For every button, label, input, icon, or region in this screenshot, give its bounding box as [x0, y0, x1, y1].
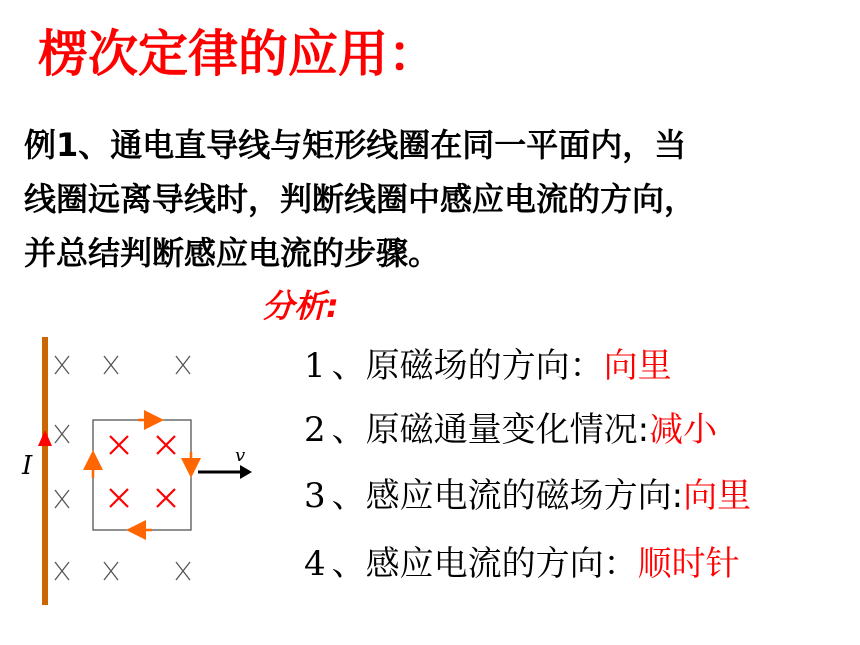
question-line-3: 并总结判断感应电流的步骤。 [24, 234, 441, 272]
step-3 [304, 474, 751, 518]
analysis-label: 分析: [262, 287, 339, 325]
step-1-answer: 向里 [603, 346, 672, 386]
step-3-number: 3 [304, 476, 326, 516]
velocity-arrow-icon [198, 465, 252, 479]
step-1-number: 1 [304, 346, 326, 386]
question-text [24, 118, 834, 280]
step-3-answer: 向里 [683, 476, 752, 516]
step-1-text: 、原磁场的方向： [331, 346, 604, 386]
step-2-answer: 减小 [649, 410, 718, 450]
wire-loop-diagram [0, 330, 280, 620]
current-label: I [22, 451, 33, 481]
step-3-text: 、感应电流的磁场方向: [331, 476, 684, 516]
step-4-text: 、感应电流的方向： [331, 544, 638, 584]
question-line-1: 例1、通电直导线与矩形线圈在同一平面内，当 [24, 126, 687, 164]
velocity-label: v [235, 445, 246, 466]
step-4 [304, 542, 740, 586]
straight-wire [42, 337, 48, 605]
rectangular-loop [93, 420, 191, 530]
page-title: 楞次定律的应用： [38, 25, 438, 83]
question-line-2: 线圈远离导线时，判断线圈中感应电流的方向， [24, 180, 697, 218]
step-2-text: 、原磁通量变化情况: [331, 410, 650, 450]
current-arrow-icon [38, 430, 52, 446]
magnetic-field-crosses [55, 356, 190, 580]
step-4-number: 4 [304, 544, 326, 584]
step-2-number: 2 [304, 410, 326, 450]
step-4-answer: 顺时针 [637, 544, 740, 584]
step-2 [304, 408, 717, 452]
induced-field-crosses [110, 436, 175, 507]
induced-current-arrows [93, 420, 191, 530]
step-1 [304, 344, 672, 388]
